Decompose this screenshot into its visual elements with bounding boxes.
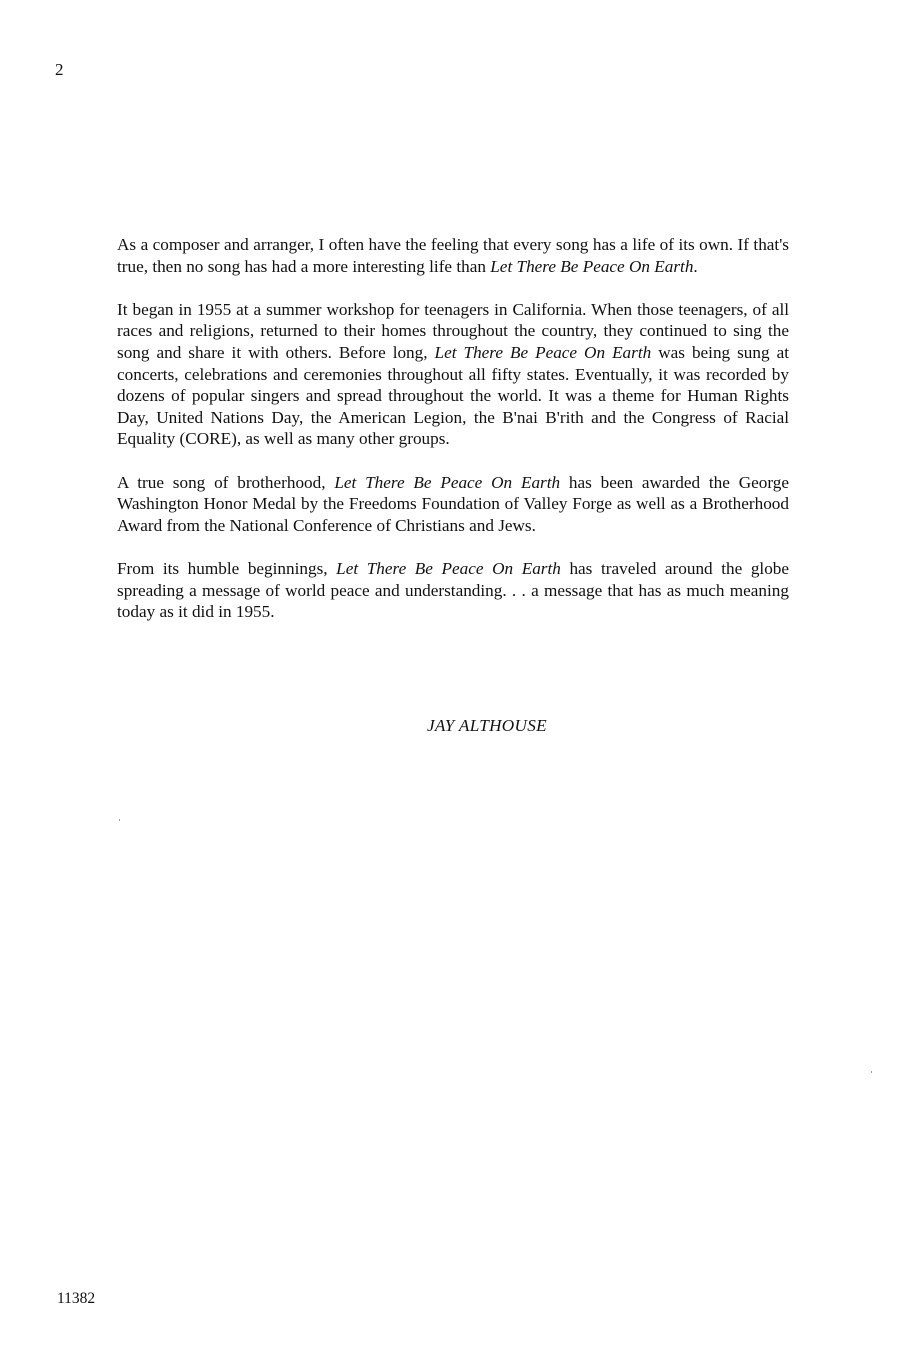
- catalog-number: 11382: [57, 1290, 96, 1307]
- song-title: Let There Be Peace On Earth: [334, 472, 561, 492]
- song-title: Let There Be Peace On Earth: [434, 342, 652, 362]
- song-title: Let There Be Peace On Earth: [336, 558, 561, 578]
- page-number: 2: [55, 60, 64, 79]
- paragraph-text: From its humble beginnings,: [117, 558, 337, 578]
- paragraph: [117, 472, 789, 537]
- paragraph-text: .: [693, 256, 698, 276]
- paragraph: [117, 299, 789, 450]
- scan-speck: [119, 819, 120, 821]
- paragraph-text: It began in 1955 at a summer workshop for teenagers in California. When those teenagers, of all races and religions, returned to their homes throughout the country, they continued to sing the song and share it with others. Before long,: [117, 299, 789, 362]
- song-title: Let There Be Peace On Earth: [490, 256, 694, 276]
- scan-speck: [871, 1071, 872, 1073]
- paragraph: [117, 558, 789, 623]
- paragraph-text: has traveled around the globe spreading a message of world peace and understanding. . . a message that has as much meaning today as it did in 1955.: [117, 558, 790, 622]
- paragraph: [117, 234, 789, 277]
- body-text: [117, 234, 789, 623]
- paragraph-text: has been awarded the George Washington Honor Medal by the Freedoms Foundation of Valley Forge as well as a Brotherhood Award from the National Conference of Christians and Jews.: [117, 472, 789, 535]
- paragraph-text: As a composer and arranger, I often have the feeling that every song has a life of its own. If that's true, then no song has had a more interesting life than: [117, 235, 789, 276]
- author-signature: JAY ALTHOUSE: [427, 716, 547, 735]
- paragraph-text: was being sung at concerts, celebrations and ceremonies throughout all fifty states. Eventually, it was recorded by dozens of popular singers and spread throughout the world. It was a theme for Human Rights Day, United Nations Day, the American Legion, the B'nai B'rith and the Congress of Racial Equality (CORE), as well as many other groups.: [117, 342, 789, 449]
- paragraph-text: A true song of brotherhood,: [117, 472, 335, 492]
